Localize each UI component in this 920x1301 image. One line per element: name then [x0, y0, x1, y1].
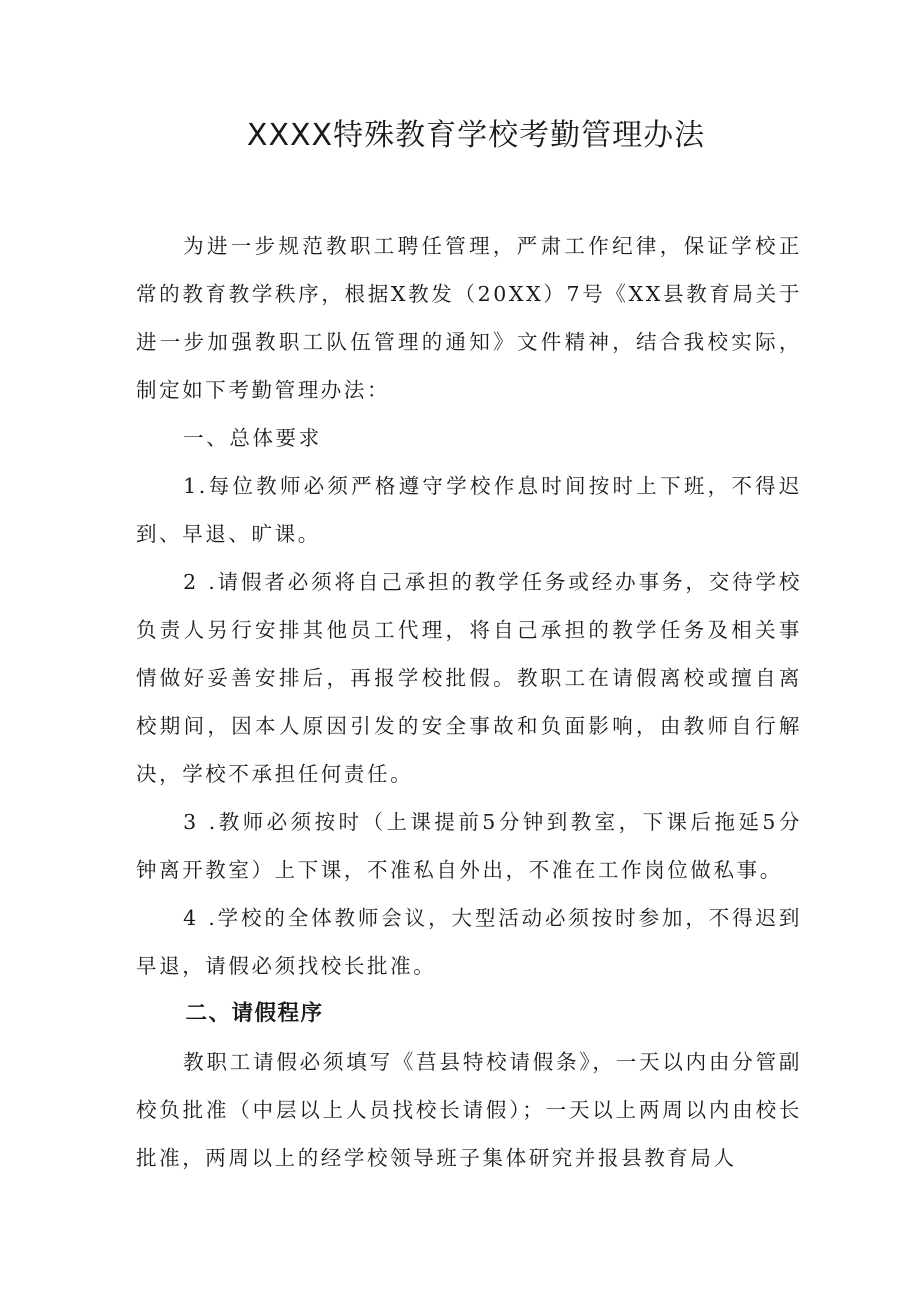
section-1-item-3: 3 .教师必须按时（上课提前5分钟到教室，下课后拖延5分钟离开教室）上下课，不准私自外出，不准在工作岗位做私事。: [136, 810, 802, 882]
section-1-item-1: 1.每位教师必须严格遵守学校作息时间按时上下班，不得迟到、早退、旷课。: [136, 474, 802, 546]
section-2-heading: 二、请假程序: [185, 1001, 324, 1026]
document-title: XXXX特殊教育学校考勤管理办法: [246, 118, 706, 153]
section-1-item-4: 4 .学校的全体教师会议，大型活动必须按时参加，不得迟到早退，请假必须找校长批准。: [136, 906, 802, 978]
document-body: [136, 222, 802, 1182]
section-1-heading: 一、总体要求: [183, 426, 322, 450]
section-2-paragraph: 教职工请假必须填写《莒县特校请假条》，一天以内由分管副校负批准（中层以上人员找校长请假）；一天以上两周以内由校长批准，两周以上的经学校领导班子集体研究并报县教育局人: [136, 1050, 802, 1170]
intro-paragraph: 为进一步规范教职工聘任管理，严肃工作纪律，保证学校正常的教育教学秩序，根据X教发（20XX）7号《XX县教育局关于进一步加强教职工队伍管理的通知》文件精神，结合我校实际，制定如下考勤管理办法：: [136, 234, 802, 402]
section-1-item-2: 2 .请假者必须将自己承担的教学任务或经办事务，交待学校负责人另行安排其他员工代理，将自己承担的教学任务及相关事情做好妥善安排后，再报学校批假。教职工在请假离校或擅自离校期间，因本人原因引发的安全事故和负面影响，由教师自行解决，学校不承担任何责任。: [136, 570, 802, 786]
